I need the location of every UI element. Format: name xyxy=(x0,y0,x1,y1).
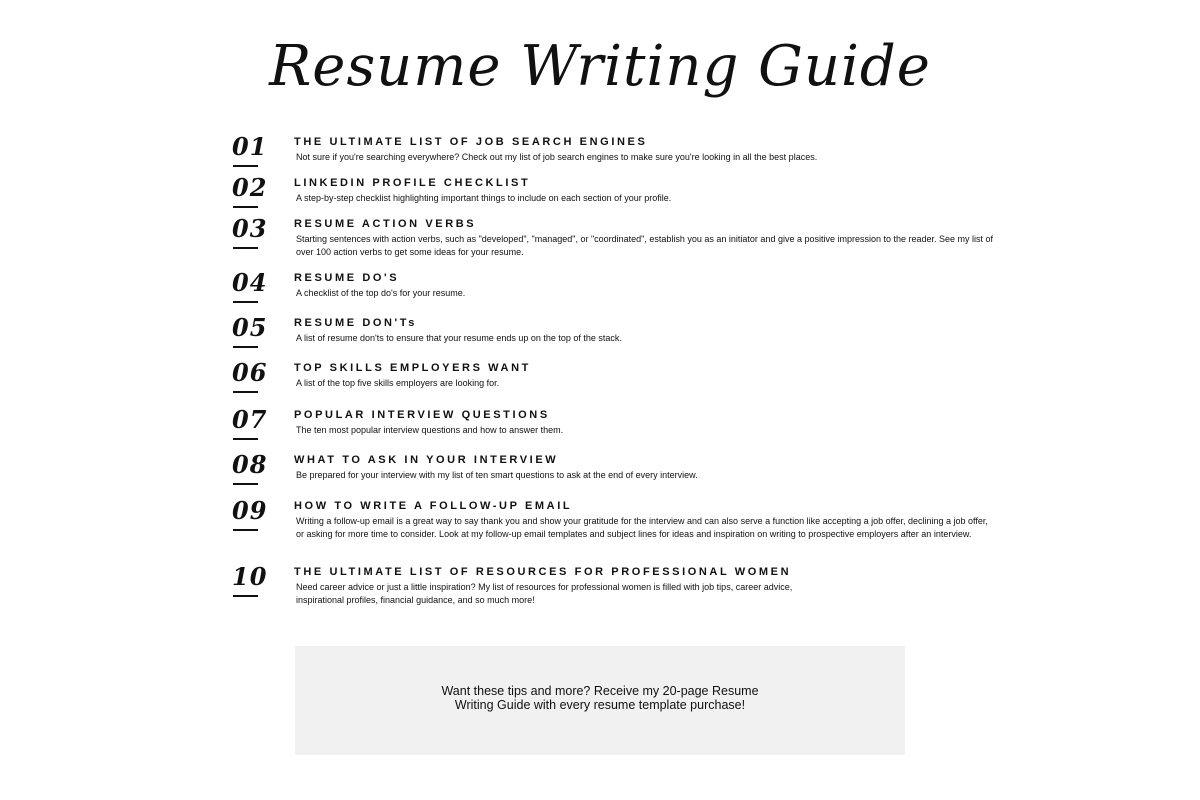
item-description: A checklist of the top do's for your resume. xyxy=(296,288,466,298)
item-number: 06 xyxy=(232,358,268,387)
item-number: 07 xyxy=(232,405,268,434)
item-description: A list of the top five skills employers are looking for. xyxy=(296,378,500,388)
number-underline xyxy=(233,346,258,348)
item-number: 10 xyxy=(232,562,268,591)
number-underline xyxy=(233,483,258,485)
number-underline xyxy=(233,438,258,440)
item-number: 01 xyxy=(232,132,268,161)
item-heading: RESUME DO'S xyxy=(294,272,400,284)
item-number: 09 xyxy=(232,496,268,525)
item-number: 08 xyxy=(232,450,268,479)
item-description: Writing a follow-up email is a great way to say thank you and show your gratitude for the interview and can also serve a function like accepting a job offer, declining a job offer, or asking for more time to consider. Look at my follow-up email templates and subject lines for ideas and inspiration on writing to prospective employers after an interview. xyxy=(296,516,988,539)
page-title: Resume Writing Guide xyxy=(269,34,931,99)
item-description: Be prepared for your interview with my list of ten smart questions to ask at the end of every interview. xyxy=(296,470,698,480)
item-number: 05 xyxy=(232,313,268,342)
item-heading: RESUME ACTION VERBS xyxy=(294,218,477,230)
item-heading: THE ULTIMATE LIST OF RESOURCES FOR PROFESSIONAL WOMEN xyxy=(294,566,792,578)
item-number: 04 xyxy=(232,268,268,297)
number-underline xyxy=(233,595,258,597)
item-heading: TOP SKILLS EMPLOYERS WANT xyxy=(294,362,531,374)
item-description: The ten most popular interview questions and how to answer them. xyxy=(296,425,564,435)
number-underline xyxy=(233,529,258,531)
item-description: Not sure if you're searching everywhere? Check out my list of job search engines to make sure you're looking in all the best places. xyxy=(296,152,818,162)
item-heading: POPULAR INTERVIEW QUESTIONS xyxy=(294,409,550,421)
cta-line-1: Want these tips and more? Receive my 20-page Resume xyxy=(441,684,759,698)
item-number: 03 xyxy=(232,214,268,243)
number-underline xyxy=(233,165,258,167)
number-underline xyxy=(233,247,258,249)
cta-box xyxy=(295,646,905,755)
number-underline xyxy=(233,206,258,208)
item-heading: WHAT TO ASK IN YOUR INTERVIEW xyxy=(294,454,559,466)
item-heading: RESUME DON'Ts xyxy=(294,317,417,329)
item-description: A list of resume don'ts to ensure that your resume ends up on the top of the stack. xyxy=(296,333,622,343)
item-description: A step-by-step checklist highlighting important things to include on each section of your profile. xyxy=(296,193,672,203)
number-underline xyxy=(233,391,258,393)
item-number: 02 xyxy=(232,173,268,202)
item-heading: THE ULTIMATE LIST OF JOB SEARCH ENGINES xyxy=(294,136,648,148)
cta-line-2: Writing Guide with every resume template purchase! xyxy=(454,698,746,712)
cta-text xyxy=(295,684,905,712)
number-underline xyxy=(233,301,258,303)
item-description: Starting sentences with action verbs, such as "developed", "managed", or "coordinated", establish you as an initiator and give a positive impression to the reader. See my list of over 100 action verbs to get some ideas for your resume. xyxy=(296,234,994,257)
item-heading: HOW TO WRITE A FOLLOW-UP EMAIL xyxy=(294,500,573,512)
item-description: Need career advice or just a little inspiration? My list of resources for professional women is filled with job tips, career advice, inspirational profiles, financial guidance, and so much more! xyxy=(296,582,793,605)
item-heading: LINKEDIN PROFILE CHECKLIST xyxy=(294,177,531,189)
